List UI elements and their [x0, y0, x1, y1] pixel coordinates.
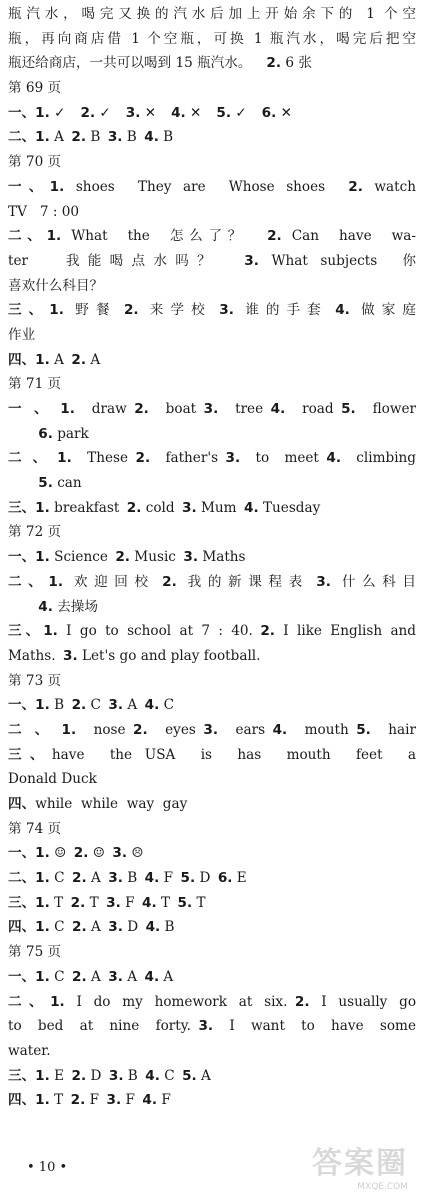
answer-line: 5. can: [38, 475, 82, 492]
answer-line: ter 我能喝点水吗？ 3. What subjects 你: [8, 252, 416, 269]
answer-line: Donald Duck: [8, 771, 97, 788]
answer-line: 喜欢什么科目？: [8, 277, 104, 294]
answer-line: 二、1. C 2. A 3. B 4. F 5. D 6. E: [8, 870, 247, 887]
answer-line: TV 7 : 00: [8, 203, 80, 220]
answer-line: 一、1. Science 2. Music 3. Maths: [8, 549, 246, 566]
answer-line: 二、1. What the 怎么了？ 2. Can have wa-: [8, 228, 416, 245]
page-heading: 第 74 页: [8, 820, 62, 837]
answer-line: 四、1. C 2. A 3. D 4. B: [8, 919, 175, 936]
answer-line: 一、1. draw 2. boat 3. tree 4. road 5. flower: [8, 401, 416, 417]
watermark-logo: 答案圈: [312, 1146, 408, 1181]
answer-line: 二、1. nose 2. eyes 3. ears 4. mouth 5. hair: [8, 721, 416, 738]
answer-line: 二、1. 欢迎回校 2. 我的新课程表 3. 什么科目: [8, 573, 416, 590]
answer-line: 瓶还给商店，一共可以喝到 15 瓶汽水。 2. 6 张: [8, 55, 312, 72]
answer-line: 三、1. breakfast 2. cold 3. Mum 4. Tuesday: [8, 499, 321, 516]
answer-line: 三、1. T 2. T 3. F 4. T 5. T: [8, 894, 206, 911]
answer-line: 一、1. B 2. C 3. A 4. C: [8, 697, 175, 714]
answer-line: 四、1. T 2. F 3. F 4. F: [8, 1092, 171, 1109]
answer-line: 四、1. A 2. A: [8, 351, 101, 368]
answer-line: 瓶汽水，喝完又换的汽水后加上开始余下的 1 个空: [8, 6, 416, 22]
page-heading: 第 73 页: [8, 672, 62, 689]
answer-line: 6. park: [38, 425, 89, 442]
answer-line: Maths. 3. Let's go and play football.: [8, 647, 261, 664]
answer-line: 三、have the USA is has mouth feet a: [8, 746, 416, 763]
watermark-url: MXQE.COM: [357, 1182, 408, 1192]
page-heading: 第 75 页: [8, 944, 62, 961]
answer-line: 二、1. These 2. father's 3. to meet 4. climbing: [8, 450, 416, 467]
answer-line: 一、1. ✓ 2. ✓ 3. ✕ 4. ✕ 5. ✓ 6. ✕: [8, 104, 293, 121]
answer-line: water.: [8, 1042, 51, 1059]
page-heading: 第 71 页: [8, 376, 62, 393]
answer-line: 三、1. I go to school at 7 : 40. 2. I like English and: [8, 623, 416, 640]
answer-line: 三、1. 野餐 2. 来学校 3. 谁的手套 4. 做家庭: [8, 302, 416, 319]
answer-line: 二、1. I do my homework at six. 2. I usually go: [8, 993, 416, 1010]
watermark: [312, 1138, 408, 1192]
answer-line: 三、1. E 2. D 3. B 4. C 5. A: [8, 1067, 211, 1084]
answer-line: 一、1. shoes They are Whose shoes 2. watch: [8, 178, 416, 195]
answer-line: 一、1. C 2. A 3. A 4. A: [8, 968, 174, 985]
answer-line: 二、1. A 2. B 3. B 4. B: [8, 129, 174, 146]
page-number: • 10 •: [27, 1160, 68, 1175]
answer-line: 四、while while way gay: [8, 796, 188, 812]
answer-line: 4. 去操场: [38, 598, 98, 615]
page-heading: 第 69 页: [8, 80, 62, 97]
answer-line: 作业: [8, 326, 36, 343]
answer-line: to bed at nine forty. 3. I want to have some: [8, 1018, 416, 1035]
page-heading: 第 72 页: [8, 524, 62, 541]
answer-line: 一、1. ☺ 2. ☺ 3. ☹: [8, 845, 144, 862]
page-heading: 第 70 页: [8, 154, 62, 171]
answer-key-page: [8, 2, 416, 1113]
answer-line: 瓶，再向商店借 1 个空瓶，可换 1 瓶汽水，喝完后把空: [8, 30, 416, 47]
